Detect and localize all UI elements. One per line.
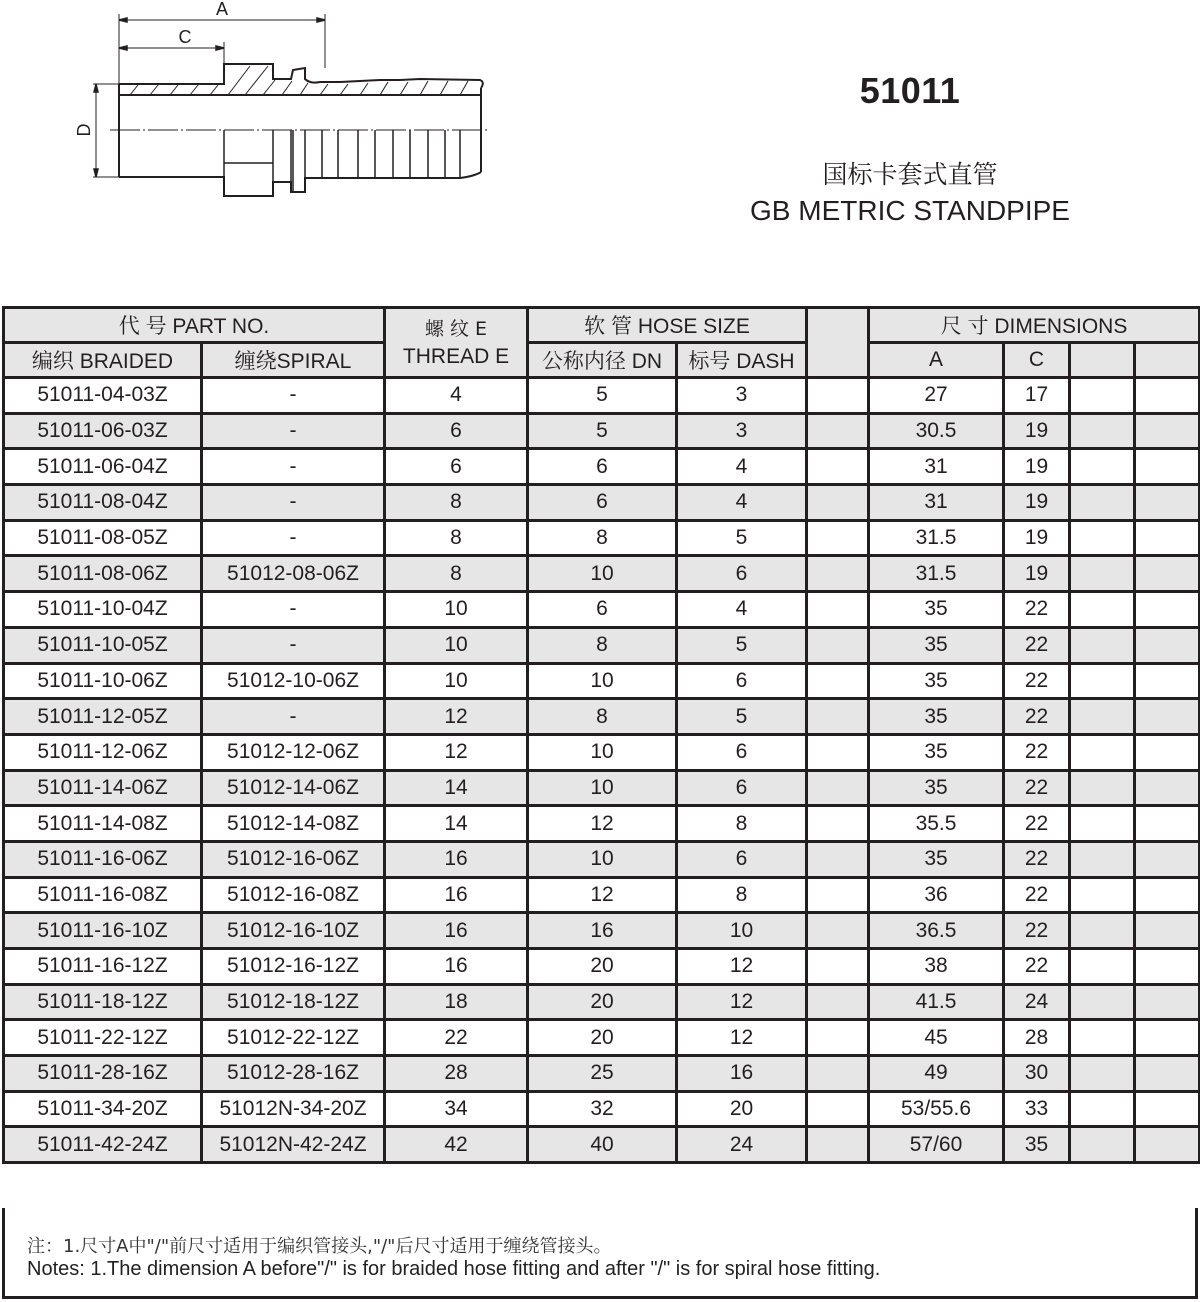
cell-spiral: 51012-14-06Z bbox=[202, 770, 385, 806]
cell-dim-extra-2 bbox=[1135, 877, 1200, 913]
cell-dim-a: 31.5 bbox=[869, 556, 1004, 592]
cell-dim-extra-2 bbox=[1135, 592, 1200, 628]
cell-dim-c: 19 bbox=[1004, 556, 1070, 592]
cell-dim-a: 35 bbox=[869, 770, 1004, 806]
cell-dim-extra-2 bbox=[1135, 734, 1200, 770]
cell-braided: 51011-16-08Z bbox=[4, 877, 202, 913]
dimension-label-c: C bbox=[178, 27, 192, 47]
cell-dim-extra-1 bbox=[1070, 485, 1135, 521]
cell-dim-a: 35 bbox=[869, 592, 1004, 628]
cell-dim-extra-2 bbox=[1135, 699, 1200, 735]
cell-dash: 24 bbox=[677, 1127, 807, 1163]
cell-blank bbox=[807, 734, 869, 770]
cell-dim-extra-2 bbox=[1135, 1056, 1200, 1092]
cell-thread: 16 bbox=[385, 949, 528, 985]
cell-dim-extra-2 bbox=[1135, 485, 1200, 521]
header-dash: 标号 DASH bbox=[677, 343, 807, 378]
cell-thread: 22 bbox=[385, 1020, 528, 1056]
cell-dash: 8 bbox=[677, 877, 807, 913]
cell-blank bbox=[807, 556, 869, 592]
header-dim-extra-1 bbox=[1070, 343, 1135, 378]
cell-blank bbox=[807, 1127, 869, 1163]
cell-dim-a: 31 bbox=[869, 449, 1004, 485]
header-row-1 bbox=[4, 308, 1200, 343]
cell-dim-c: 22 bbox=[1004, 841, 1070, 877]
cell-blank bbox=[807, 1091, 869, 1127]
header-blank bbox=[807, 308, 869, 378]
table-row bbox=[4, 913, 1200, 949]
cell-thread: 8 bbox=[385, 485, 528, 521]
cell-dash: 3 bbox=[677, 378, 807, 414]
cell-dash: 5 bbox=[677, 699, 807, 735]
cell-blank bbox=[807, 485, 869, 521]
header-dimensions: 尺 寸 DIMENSIONS bbox=[869, 308, 1200, 343]
cell-dim-c: 28 bbox=[1004, 1020, 1070, 1056]
table-row bbox=[4, 734, 1200, 770]
cell-dim-c: 24 bbox=[1004, 984, 1070, 1020]
cell-dn: 10 bbox=[528, 770, 677, 806]
cell-dim-c: 17 bbox=[1004, 378, 1070, 414]
cell-dn: 32 bbox=[528, 1091, 677, 1127]
table-row bbox=[4, 841, 1200, 877]
cell-dn: 8 bbox=[528, 520, 677, 556]
cell-dim-c: 30 bbox=[1004, 1056, 1070, 1092]
cell-dn: 6 bbox=[528, 485, 677, 521]
cell-braided: 51011-18-12Z bbox=[4, 984, 202, 1020]
cell-dim-a: 27 bbox=[869, 378, 1004, 414]
cell-spiral: 51012-28-16Z bbox=[202, 1056, 385, 1092]
cell-dash: 12 bbox=[677, 984, 807, 1020]
cell-braided: 51011-06-03Z bbox=[4, 413, 202, 449]
header-spiral: 缠绕SPIRAL bbox=[202, 343, 385, 378]
cell-braided: 51011-42-24Z bbox=[4, 1127, 202, 1163]
cell-dim-a: 35 bbox=[869, 734, 1004, 770]
cell-dim-extra-1 bbox=[1070, 699, 1135, 735]
header-dim-a: A bbox=[869, 343, 1004, 378]
model-number: 51011 bbox=[859, 70, 961, 111]
cell-dim-extra-1 bbox=[1070, 627, 1135, 663]
cell-dn: 40 bbox=[528, 1127, 677, 1163]
cell-spiral: 51012-14-08Z bbox=[202, 806, 385, 842]
cell-braided: 51011-16-10Z bbox=[4, 913, 202, 949]
cell-blank bbox=[807, 592, 869, 628]
cell-dim-a: 31.5 bbox=[869, 520, 1004, 556]
cell-dim-extra-2 bbox=[1135, 1127, 1200, 1163]
cell-spiral: 51012-22-12Z bbox=[202, 1020, 385, 1056]
cell-blank bbox=[807, 949, 869, 985]
cell-dim-a: 53/55.6 bbox=[869, 1091, 1004, 1127]
cell-dn: 20 bbox=[528, 1020, 677, 1056]
cell-dn: 20 bbox=[528, 949, 677, 985]
cell-dim-extra-1 bbox=[1070, 449, 1135, 485]
cell-dash: 16 bbox=[677, 1056, 807, 1092]
cell-spiral: 51012-16-12Z bbox=[202, 949, 385, 985]
cell-dim-a: 36 bbox=[869, 877, 1004, 913]
cell-dim-c: 22 bbox=[1004, 877, 1070, 913]
cell-dim-extra-1 bbox=[1070, 1056, 1135, 1092]
cell-spiral: 51012-18-12Z bbox=[202, 984, 385, 1020]
table-row bbox=[4, 1056, 1200, 1092]
cell-braided: 51011-08-04Z bbox=[4, 485, 202, 521]
table-row bbox=[4, 699, 1200, 735]
title-chinese: 国标卡套式直管 bbox=[822, 160, 998, 189]
table-row bbox=[4, 806, 1200, 842]
cell-blank bbox=[807, 1020, 869, 1056]
cell-dn: 6 bbox=[528, 449, 677, 485]
cell-braided: 51011-16-06Z bbox=[4, 841, 202, 877]
cell-spiral: 51012-08-06Z bbox=[202, 556, 385, 592]
cell-thread: 16 bbox=[385, 877, 528, 913]
cell-spiral: 51012N-34-20Z bbox=[202, 1091, 385, 1127]
cell-braided: 51011-22-12Z bbox=[4, 1020, 202, 1056]
cell-dn: 8 bbox=[528, 627, 677, 663]
cell-blank bbox=[807, 806, 869, 842]
cell-dn: 12 bbox=[528, 806, 677, 842]
cell-dn: 10 bbox=[528, 734, 677, 770]
cell-braided: 51011-06-04Z bbox=[4, 449, 202, 485]
cell-thread: 34 bbox=[385, 1091, 528, 1127]
cell-dash: 5 bbox=[677, 627, 807, 663]
cell-dim-extra-1 bbox=[1070, 592, 1135, 628]
cell-dim-c: 22 bbox=[1004, 806, 1070, 842]
cell-braided: 51011-14-08Z bbox=[4, 806, 202, 842]
cell-dn: 10 bbox=[528, 556, 677, 592]
cell-spiral: 51012-10-06Z bbox=[202, 663, 385, 699]
cell-dn: 25 bbox=[528, 1056, 677, 1092]
cell-dim-a: 35 bbox=[869, 627, 1004, 663]
cell-dim-extra-2 bbox=[1135, 378, 1200, 414]
cell-dim-c: 35 bbox=[1004, 1127, 1070, 1163]
fitting-drawing bbox=[60, 0, 560, 210]
table-row bbox=[4, 556, 1200, 592]
cell-braided: 51011-10-06Z bbox=[4, 663, 202, 699]
cell-dn: 10 bbox=[528, 663, 677, 699]
table-row bbox=[4, 1091, 1200, 1127]
table-row bbox=[4, 449, 1200, 485]
cell-dim-extra-1 bbox=[1070, 770, 1135, 806]
title-english: GB METRIC STANDPIPE bbox=[750, 195, 1070, 226]
cell-dim-extra-2 bbox=[1135, 413, 1200, 449]
cell-blank bbox=[807, 913, 869, 949]
cell-dim-c: 19 bbox=[1004, 520, 1070, 556]
cell-dash: 3 bbox=[677, 413, 807, 449]
cell-dim-a: 35.5 bbox=[869, 806, 1004, 842]
cell-dn: 10 bbox=[528, 841, 677, 877]
cell-dim-extra-1 bbox=[1070, 806, 1135, 842]
cell-dim-extra-2 bbox=[1135, 556, 1200, 592]
cell-dim-extra-1 bbox=[1070, 734, 1135, 770]
cell-thread: 10 bbox=[385, 627, 528, 663]
cell-dim-extra-2 bbox=[1135, 984, 1200, 1020]
cell-blank bbox=[807, 663, 869, 699]
cell-thread: 16 bbox=[385, 913, 528, 949]
cell-dim-extra-1 bbox=[1070, 1091, 1135, 1127]
cell-thread: 10 bbox=[385, 663, 528, 699]
cell-dim-c: 19 bbox=[1004, 485, 1070, 521]
cell-spiral: 51012-16-06Z bbox=[202, 841, 385, 877]
cell-dim-extra-1 bbox=[1070, 556, 1135, 592]
cell-thread: 28 bbox=[385, 1056, 528, 1092]
cell-dash: 4 bbox=[677, 449, 807, 485]
cell-dash: 12 bbox=[677, 1020, 807, 1056]
cell-braided: 51011-28-16Z bbox=[4, 1056, 202, 1092]
cell-blank bbox=[807, 520, 869, 556]
dimension-label-a: A bbox=[215, 0, 229, 19]
table-row bbox=[4, 520, 1200, 556]
cell-dim-a: 45 bbox=[869, 1020, 1004, 1056]
cell-dim-extra-1 bbox=[1070, 1020, 1135, 1056]
cell-dim-c: 22 bbox=[1004, 770, 1070, 806]
cell-braided: 51011-08-06Z bbox=[4, 556, 202, 592]
table-row bbox=[4, 770, 1200, 806]
cell-thread: 16 bbox=[385, 841, 528, 877]
cell-thread: 6 bbox=[385, 413, 528, 449]
cell-dim-a: 57/60 bbox=[869, 1127, 1004, 1163]
cell-blank bbox=[807, 770, 869, 806]
cell-spiral: - bbox=[202, 520, 385, 556]
cell-dim-a: 35 bbox=[869, 841, 1004, 877]
table-row bbox=[4, 949, 1200, 985]
table-row bbox=[4, 485, 1200, 521]
cell-dim-c: 22 bbox=[1004, 699, 1070, 735]
cell-blank bbox=[807, 413, 869, 449]
cell-dim-extra-2 bbox=[1135, 627, 1200, 663]
cell-thread: 12 bbox=[385, 699, 528, 735]
cell-dim-c: 22 bbox=[1004, 734, 1070, 770]
cell-dash: 6 bbox=[677, 770, 807, 806]
cell-dn: 5 bbox=[528, 413, 677, 449]
cell-blank bbox=[807, 877, 869, 913]
table-row bbox=[4, 378, 1200, 414]
cell-dn: 20 bbox=[528, 984, 677, 1020]
cell-blank bbox=[807, 841, 869, 877]
cell-dim-a: 49 bbox=[869, 1056, 1004, 1092]
cell-braided: 51011-16-12Z bbox=[4, 949, 202, 985]
cell-dim-extra-2 bbox=[1135, 1091, 1200, 1127]
cell-dim-extra-1 bbox=[1070, 984, 1135, 1020]
cell-braided: 51011-34-20Z bbox=[4, 1091, 202, 1127]
cell-dn: 12 bbox=[528, 877, 677, 913]
cell-dim-extra-1 bbox=[1070, 841, 1135, 877]
cell-braided: 51011-12-06Z bbox=[4, 734, 202, 770]
cell-blank bbox=[807, 627, 869, 663]
cell-spiral: - bbox=[202, 413, 385, 449]
cell-braided: 51011-12-05Z bbox=[4, 699, 202, 735]
cell-dash: 6 bbox=[677, 556, 807, 592]
cell-dim-extra-1 bbox=[1070, 663, 1135, 699]
cell-thread: 6 bbox=[385, 449, 528, 485]
header-row-2 bbox=[4, 343, 1200, 378]
cell-thread: 12 bbox=[385, 734, 528, 770]
cell-dim-extra-1 bbox=[1070, 949, 1135, 985]
cell-spiral: - bbox=[202, 627, 385, 663]
table-row bbox=[4, 413, 1200, 449]
cell-dn: 5 bbox=[528, 378, 677, 414]
cell-dim-extra-2 bbox=[1135, 449, 1200, 485]
cell-dim-a: 35 bbox=[869, 699, 1004, 735]
cell-dim-c: 22 bbox=[1004, 663, 1070, 699]
cell-thread: 18 bbox=[385, 984, 528, 1020]
cell-dim-extra-2 bbox=[1135, 770, 1200, 806]
cell-braided: 51011-14-06Z bbox=[4, 770, 202, 806]
cell-dim-c: 22 bbox=[1004, 949, 1070, 985]
cell-braided: 51011-10-04Z bbox=[4, 592, 202, 628]
cell-dim-extra-1 bbox=[1070, 1127, 1135, 1163]
cell-blank bbox=[807, 378, 869, 414]
cell-dim-extra-2 bbox=[1135, 1020, 1200, 1056]
cell-thread: 14 bbox=[385, 806, 528, 842]
cell-spiral: - bbox=[202, 592, 385, 628]
cell-dash: 20 bbox=[677, 1091, 807, 1127]
cell-dim-extra-2 bbox=[1135, 520, 1200, 556]
cell-thread: 8 bbox=[385, 520, 528, 556]
cell-dim-extra-2 bbox=[1135, 913, 1200, 949]
cell-thread: 42 bbox=[385, 1127, 528, 1163]
cell-blank bbox=[807, 449, 869, 485]
table-row bbox=[4, 663, 1200, 699]
cell-spiral: - bbox=[202, 699, 385, 735]
dimension-label-d: D bbox=[74, 123, 94, 137]
cell-dim-extra-1 bbox=[1070, 378, 1135, 414]
cell-dash: 6 bbox=[677, 841, 807, 877]
cell-spiral: 51012N-42-24Z bbox=[202, 1127, 385, 1163]
cell-spiral: - bbox=[202, 449, 385, 485]
cell-dim-c: 22 bbox=[1004, 913, 1070, 949]
cell-dash: 12 bbox=[677, 949, 807, 985]
cell-dim-a: 35 bbox=[869, 663, 1004, 699]
header-dim-extra-2 bbox=[1135, 343, 1200, 378]
cell-spiral: 51012-12-06Z bbox=[202, 734, 385, 770]
cell-dash: 10 bbox=[677, 913, 807, 949]
cell-dim-extra-1 bbox=[1070, 413, 1135, 449]
cell-thread: 14 bbox=[385, 770, 528, 806]
cell-dim-extra-1 bbox=[1070, 520, 1135, 556]
cell-blank bbox=[807, 984, 869, 1020]
cell-dim-extra-2 bbox=[1135, 949, 1200, 985]
cell-braided: 51011-10-05Z bbox=[4, 627, 202, 663]
cell-dim-extra-1 bbox=[1070, 913, 1135, 949]
cell-dim-a: 41.5 bbox=[869, 984, 1004, 1020]
cell-dim-extra-2 bbox=[1135, 806, 1200, 842]
cell-dash: 8 bbox=[677, 806, 807, 842]
cell-dim-c: 19 bbox=[1004, 449, 1070, 485]
header-hose-size: 软 管 HOSE SIZE bbox=[528, 308, 807, 343]
header-dim-c: C bbox=[1004, 343, 1070, 378]
cell-dim-c: 22 bbox=[1004, 592, 1070, 628]
cell-dim-a: 38 bbox=[869, 949, 1004, 985]
notes-box bbox=[2, 1208, 1198, 1299]
cell-dash: 6 bbox=[677, 663, 807, 699]
cell-dim-extra-2 bbox=[1135, 663, 1200, 699]
table-row bbox=[4, 984, 1200, 1020]
cell-dash: 6 bbox=[677, 734, 807, 770]
cell-dn: 6 bbox=[528, 592, 677, 628]
cell-thread: 10 bbox=[385, 592, 528, 628]
header-part-no: 代 号 PART NO. bbox=[4, 308, 385, 343]
cell-dim-extra-1 bbox=[1070, 877, 1135, 913]
cell-braided: 51011-04-03Z bbox=[4, 378, 202, 414]
cell-blank bbox=[807, 1056, 869, 1092]
header-thread bbox=[385, 308, 528, 378]
note-english: Notes: 1.The dimension A before"/" is for braided hose fitting and after "/" is for spiral hose fitting. bbox=[27, 1258, 881, 1280]
header-braided: 编织 BRAIDED bbox=[4, 343, 202, 378]
cell-dim-extra-2 bbox=[1135, 841, 1200, 877]
table-row bbox=[4, 627, 1200, 663]
cell-thread: 4 bbox=[385, 378, 528, 414]
cell-spiral: 51012-16-08Z bbox=[202, 877, 385, 913]
cell-spiral: - bbox=[202, 485, 385, 521]
cell-dim-a: 30.5 bbox=[869, 413, 1004, 449]
table-row bbox=[4, 877, 1200, 913]
cell-dim-c: 19 bbox=[1004, 413, 1070, 449]
header-thread-en: THREAD E bbox=[402, 344, 510, 368]
cell-dim-c: 33 bbox=[1004, 1091, 1070, 1127]
cell-dim-c: 22 bbox=[1004, 627, 1070, 663]
table-row bbox=[4, 1127, 1200, 1163]
cell-braided: 51011-08-05Z bbox=[4, 520, 202, 556]
header-thread-cn: 螺 纹 E bbox=[424, 317, 488, 340]
cell-dim-a: 31 bbox=[869, 485, 1004, 521]
spec-table bbox=[2, 306, 1200, 1164]
cell-dim-a: 36.5 bbox=[869, 913, 1004, 949]
cell-blank bbox=[807, 699, 869, 735]
cell-spiral: 51012-16-10Z bbox=[202, 913, 385, 949]
note-chinese: 注：1.尺寸A中"/"前尺寸适用于编织管接头,"/"后尺寸适用于缠绕管接头。 bbox=[27, 1236, 612, 1257]
header-dn: 公称内径 DN bbox=[528, 343, 677, 378]
cell-dash: 4 bbox=[677, 485, 807, 521]
cell-dn: 8 bbox=[528, 699, 677, 735]
table-row bbox=[4, 1020, 1200, 1056]
cell-dn: 16 bbox=[528, 913, 677, 949]
cell-thread: 8 bbox=[385, 556, 528, 592]
cell-spiral: - bbox=[202, 378, 385, 414]
table-row bbox=[4, 592, 1200, 628]
cell-dash: 4 bbox=[677, 592, 807, 628]
cell-dash: 5 bbox=[677, 520, 807, 556]
